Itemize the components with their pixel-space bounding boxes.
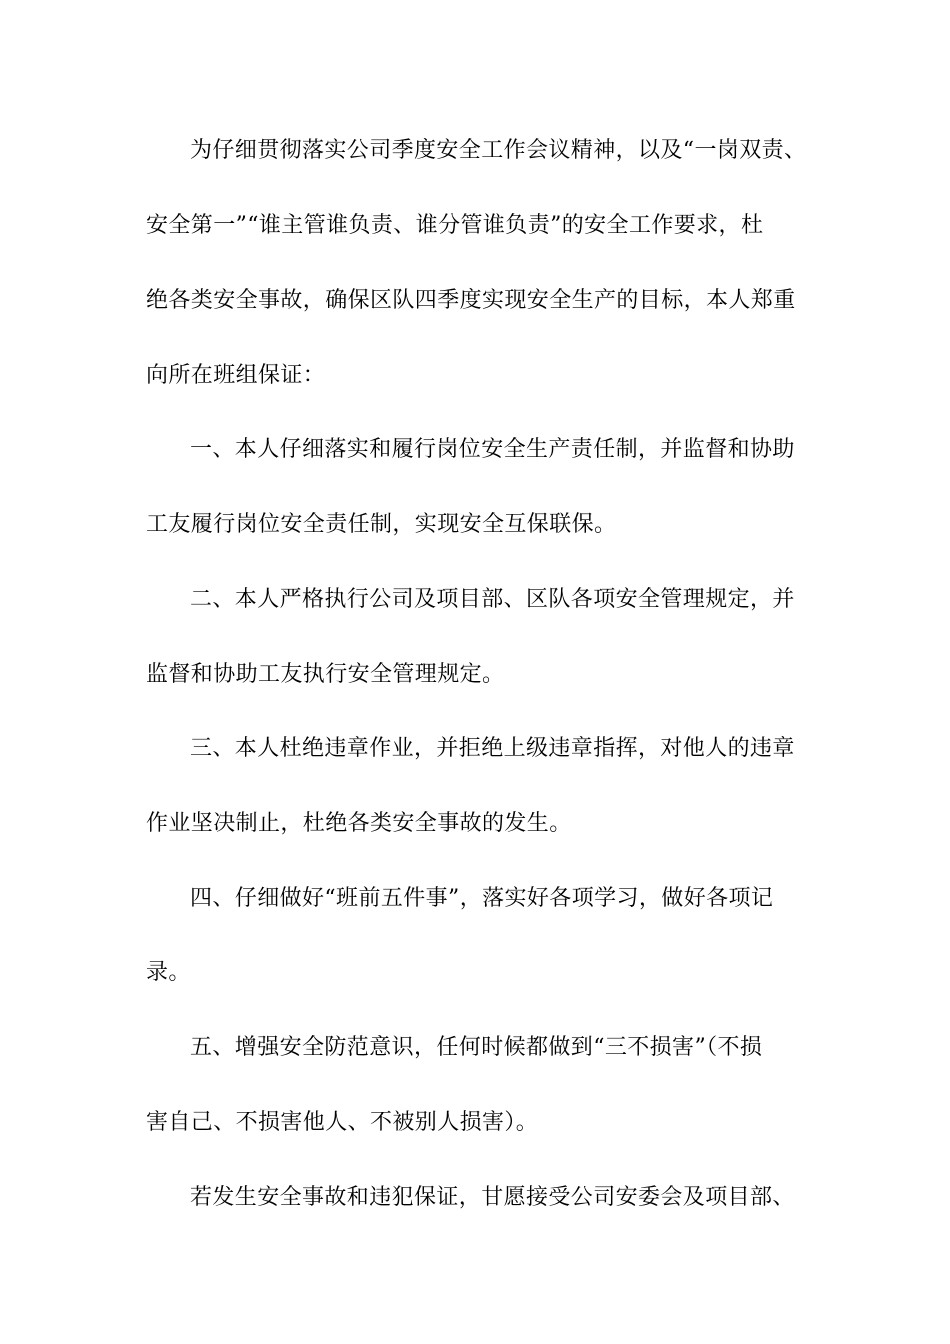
paragraph-1-line-2: 安全第一”“谁主管谁负责、谁分管谁负责”的安全工作要求，杜 — [146, 213, 764, 238]
paragraph-1-line-3: 绝各类安全事故，确保区队四季度实现安全生产的目标，本人郑重 — [146, 288, 796, 313]
item-3-line-2: 作业坚决制止，杜绝各类安全事故的发生。 — [146, 811, 572, 836]
item-1-line-1: 一、本人仔细落实和履行岗位安全生产责任制，并监督和协助 — [190, 437, 795, 462]
closing-paragraph-line-1: 若发生安全事故和违犯保证，甘愿接受公司安委会及项目部、 — [190, 1185, 795, 1210]
item-5-line-1: 五、增强安全防范意识，任何时候都做到“三不损害”（不损 — [190, 1035, 763, 1060]
item-4-line-1: 四、仔细做好“班前五件事”，落实好各项学习，做好各项记 — [190, 886, 774, 911]
paragraph-1-line-4: 向所在班组保证： — [146, 363, 326, 388]
item-3-line-1: 三、本人杜绝违章作业，并拒绝上级违章指挥，对他人的违章 — [190, 736, 795, 761]
item-2-line-1: 二、本人严格执行公司及项目部、区队各项安全管理规定，并 — [190, 587, 795, 612]
item-2-line-2: 监督和协助工友执行安全管理规定。 — [146, 662, 505, 687]
item-5-line-2: 害自己、不损害他人、不被别人损害）。 — [146, 1110, 539, 1135]
item-1-line-2: 工友履行岗位安全责任制，实现安全互保联保。 — [146, 512, 617, 537]
item-4-line-2: 录。 — [146, 960, 191, 985]
paragraph-1-line-1: 为仔细贯彻落实公司季度安全工作会议精神，以及“一岗双责、 — [190, 138, 807, 163]
